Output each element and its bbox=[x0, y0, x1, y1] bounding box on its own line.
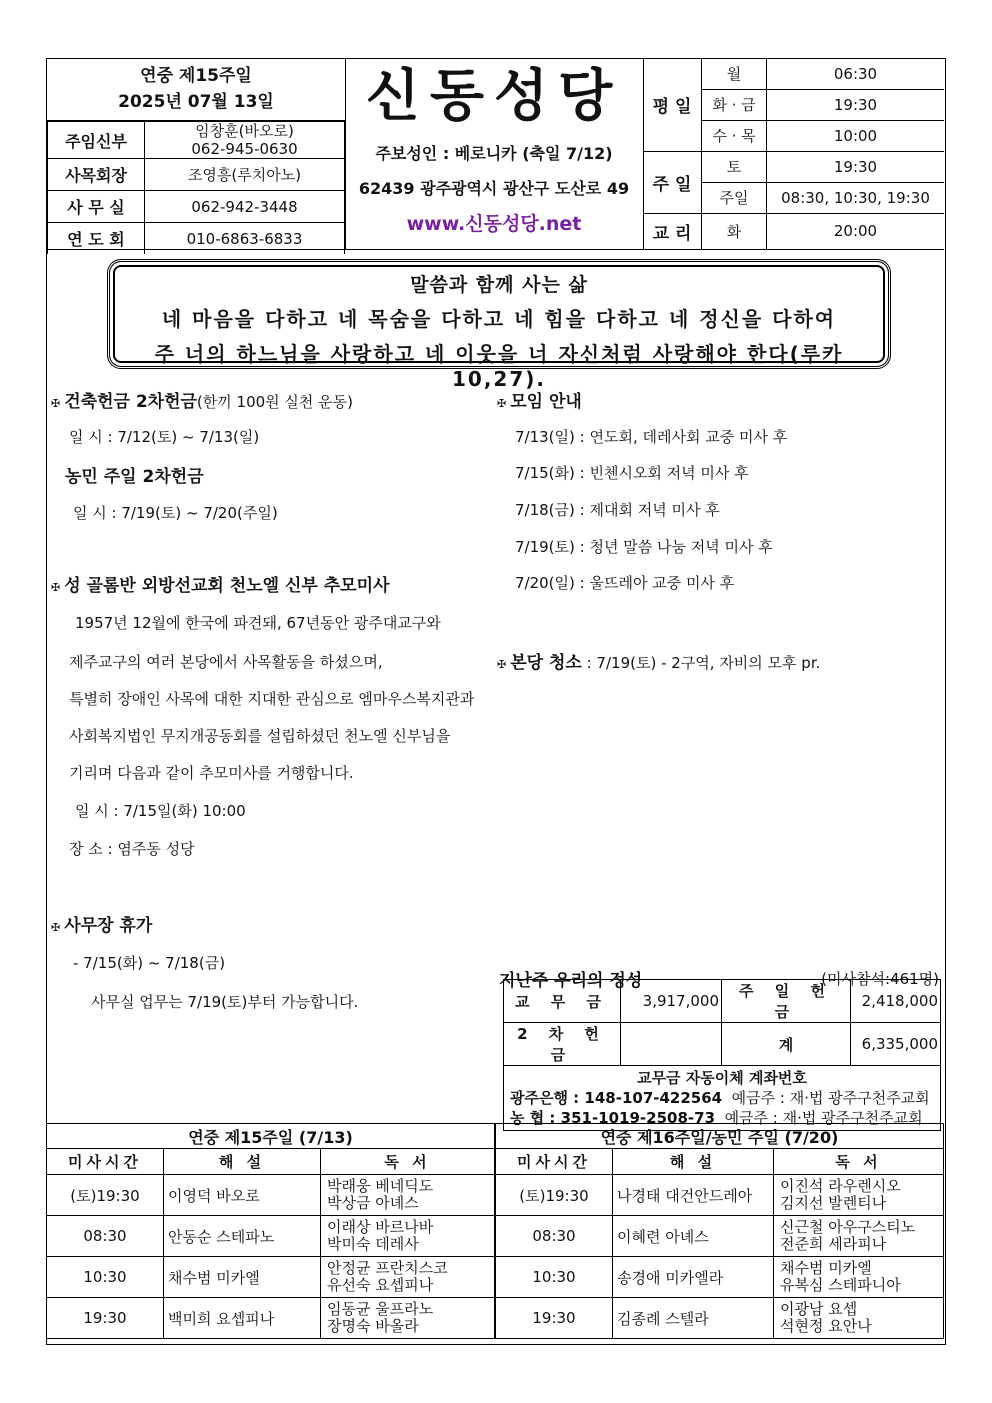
banner-line: 주 너의 하느님을 사랑하고 네 이웃을 너 자신처럼 사랑해야 한다(루카 10,27). bbox=[154, 342, 844, 391]
memorial-title: 성 골롬반 외방선교회 천노엘 신부 추모미사 bbox=[64, 576, 390, 596]
account-holder: 예금주 : 재·법 광주구천주교회 bbox=[731, 1089, 930, 1107]
mass-time: 19:30 bbox=[496, 1298, 613, 1339]
offering-label: 2 차 헌 금 bbox=[504, 1023, 621, 1066]
cross-icon: ✠ bbox=[497, 397, 507, 410]
cross-icon: ✠ bbox=[51, 581, 61, 594]
schedule-day: 주일 bbox=[702, 182, 767, 213]
mass-time: 19:30 bbox=[47, 1298, 164, 1339]
col-header: 독 서 bbox=[774, 1149, 944, 1175]
memorial-text: 기리며 다음과 같이 추모미사를 거행합니다. bbox=[69, 764, 354, 782]
schedule-time: 20:00 bbox=[767, 213, 945, 249]
farmer-fund-date: 일 시 : 7/19(토) ~ 7/20(주일) bbox=[73, 504, 278, 522]
patron-saint: 주보성인 : 베로니카 (축일 7/12) bbox=[375, 144, 613, 163]
memorial-place: 장 소 : 염주동 성당 bbox=[69, 840, 195, 858]
offering-value: 3,917,000 bbox=[621, 980, 722, 1023]
memorial-text: 사회복지법인 무지개공동회를 설립하셨던 천노엘 신부님을 bbox=[69, 727, 451, 745]
table-row bbox=[47, 1175, 495, 1216]
header bbox=[47, 59, 944, 250]
banner-line: 네 마음을 다하고 네 목숨을 다하고 네 힘을 다하고 네 정신을 다하여 bbox=[161, 307, 837, 331]
staff-value: 010-6863-6833 bbox=[145, 223, 345, 255]
readers bbox=[774, 1298, 944, 1339]
readers bbox=[321, 1257, 495, 1298]
scripture-banner bbox=[107, 259, 891, 391]
staff-value bbox=[145, 122, 345, 159]
readers-caption: 연중 제15주일 (7/13) bbox=[47, 1124, 495, 1149]
offering-label: 교 무 금 bbox=[504, 980, 621, 1023]
meeting-item: 7/19(토) : 청년 말씀 나눔 저녁 미사 후 bbox=[515, 538, 773, 556]
staff-value: 조영흥(루치아노) bbox=[145, 159, 345, 191]
staff-label: 사목회장 bbox=[48, 159, 145, 191]
cleaning-title: 본당 청소 bbox=[510, 653, 582, 673]
building-fund-date: 일 시 : 7/12(토) ~ 7/13(일) bbox=[69, 428, 260, 446]
staff-value: 062-942-3448 bbox=[145, 191, 345, 223]
mass-schedule bbox=[643, 59, 944, 249]
offering-title: 지난주 우리의 정성 bbox=[499, 971, 643, 991]
header-center bbox=[345, 59, 644, 249]
offering-label: 주 일 헌 금 bbox=[722, 980, 851, 1023]
reader-name: 임동균 울프라노 bbox=[327, 1300, 434, 1318]
bulletin-date: 2025년 07월 13일 bbox=[118, 92, 274, 112]
meeting-item: 7/13(일) : 연도회, 데레사회 교중 미사 후 bbox=[515, 428, 788, 446]
commentator: 채수범 미카엘 bbox=[164, 1257, 321, 1298]
readers bbox=[321, 1298, 495, 1339]
mass-schedule-table bbox=[643, 59, 944, 249]
col-header: 미사시간 bbox=[496, 1149, 613, 1175]
commentator: 백미희 요셉피나 bbox=[164, 1298, 321, 1339]
farmer-fund-title: 농민 주일 2차헌금 bbox=[65, 467, 204, 487]
reader-name: 석현정 요안나 bbox=[780, 1317, 872, 1335]
table-row bbox=[496, 1216, 944, 1257]
col-header: 해 설 bbox=[164, 1149, 321, 1175]
cleaning-notice bbox=[497, 648, 820, 673]
church-name: 신동성당 bbox=[365, 64, 623, 129]
staff-label: 주임신부 bbox=[48, 122, 145, 159]
header-left bbox=[47, 59, 346, 249]
reader-name: 신근철 아우구스티노 bbox=[780, 1218, 916, 1236]
mass-time: 10:30 bbox=[47, 1257, 164, 1298]
readers-table-next-week bbox=[495, 1123, 944, 1339]
table-row bbox=[496, 1175, 944, 1216]
offering-value: 6,335,000 bbox=[851, 1023, 941, 1066]
meetings-heading bbox=[497, 387, 582, 412]
col-header: 미사시간 bbox=[47, 1149, 164, 1175]
readers bbox=[774, 1257, 944, 1298]
account-bank: 농 협 : 351-1019-2508-73 bbox=[510, 1109, 716, 1127]
reader-name: 유복심 스테파니아 bbox=[780, 1276, 901, 1294]
reader-name: 박미숙 데레사 bbox=[327, 1235, 419, 1253]
mass-time: 08:30 bbox=[496, 1216, 613, 1257]
week-info bbox=[47, 59, 345, 121]
meetings-title: 모임 안내 bbox=[510, 392, 582, 412]
account-info bbox=[504, 1066, 941, 1131]
reader-name: 박래웅 베네딕도 bbox=[327, 1177, 434, 1195]
week-title: 연중 제15주일 bbox=[140, 66, 252, 86]
table-row bbox=[496, 1298, 944, 1339]
staff-table bbox=[47, 121, 345, 254]
reader-name: 장명숙 바올라 bbox=[327, 1317, 419, 1335]
pastor-phone: 062-945-0630 bbox=[191, 140, 298, 158]
vacation-title: 사무장 휴가 bbox=[64, 916, 153, 936]
account-row bbox=[510, 1088, 934, 1108]
memorial-text: 특별히 장애인 사목에 대한 지대한 관심으로 엠마우스복지관과 bbox=[69, 690, 475, 708]
account-title: 교무금 자동이체 계좌번호 bbox=[637, 1069, 807, 1087]
cleaning-text: : 7/19(토) - 2구역, 자비의 모후 pr. bbox=[586, 654, 821, 672]
commentator: 송경애 미카엘라 bbox=[613, 1257, 774, 1298]
readers-table-this-week bbox=[46, 1123, 495, 1339]
mass-time: (토)19:30 bbox=[496, 1175, 613, 1216]
sunday-label: 주 일 bbox=[643, 151, 702, 213]
bulletin-page bbox=[46, 58, 946, 1345]
table-row bbox=[47, 1257, 495, 1298]
schedule-time: 08:30, 10:30, 19:30 bbox=[767, 182, 945, 213]
readers-caption: 연중 제16주일/농민 주일 (7/20) bbox=[496, 1124, 944, 1149]
schedule-day: 수 · 목 bbox=[702, 120, 767, 151]
mass-time: (토)19:30 bbox=[47, 1175, 164, 1216]
memorial-date: 일 시 : 7/15일(화) 10:00 bbox=[75, 802, 246, 820]
schedule-day: 토 bbox=[702, 151, 767, 182]
readers bbox=[774, 1216, 944, 1257]
meeting-item: 7/20(일) : 울뜨레아 교중 미사 후 bbox=[515, 574, 735, 592]
mass-time: 08:30 bbox=[47, 1216, 164, 1257]
schedule-time: 19:30 bbox=[767, 151, 945, 182]
memorial-text: 제주교구의 여러 본당에서 사목활동을 하셨으며, bbox=[69, 653, 383, 671]
vacation-note: 사무실 업무는 7/19(토)부터 가능합니다. bbox=[91, 993, 359, 1011]
cross-icon: ✠ bbox=[497, 658, 507, 671]
cross-icon: ✠ bbox=[51, 397, 61, 410]
catechism-label: 교 리 bbox=[643, 213, 702, 249]
meeting-item: 7/18(금) : 제대회 저녁 미사 후 bbox=[515, 501, 720, 519]
pastor-name: 임창훈(바오로) bbox=[195, 122, 294, 140]
reader-name: 유선숙 요셉피나 bbox=[327, 1276, 434, 1294]
memorial-text: 1957년 12월에 한국에 파견돼, 67년동안 광주대교구와 bbox=[75, 614, 441, 632]
col-header: 해 설 bbox=[613, 1149, 774, 1175]
schedule-time: 06:30 bbox=[767, 59, 945, 89]
commentator: 이영덕 바오로 bbox=[164, 1175, 321, 1216]
commentator: 김종례 스텔라 bbox=[613, 1298, 774, 1339]
weekday-label: 평 일 bbox=[643, 59, 702, 151]
commentator: 이혜련 아녜스 bbox=[613, 1216, 774, 1257]
building-fund-title: 건축헌금 2차헌금 bbox=[64, 392, 197, 412]
offering-table bbox=[503, 979, 941, 1131]
schedule-day: 화 bbox=[702, 213, 767, 249]
commentator: 나경태 대건안드레아 bbox=[613, 1175, 774, 1216]
vacation-heading bbox=[51, 911, 152, 936]
offering-value: 2,418,000 bbox=[851, 980, 941, 1023]
col-header: 독 서 bbox=[321, 1149, 495, 1175]
reader-name: 전준희 세라피나 bbox=[780, 1235, 887, 1253]
account-bank: 광주은행 : 148-107-422564 bbox=[510, 1089, 723, 1107]
schedule-time: 10:00 bbox=[767, 120, 945, 151]
banner-title: 말씀과 함께 사는 삶 bbox=[410, 274, 588, 296]
offering-value bbox=[621, 1023, 722, 1066]
schedule-time: 19:30 bbox=[767, 89, 945, 120]
staff-label: 사 무 실 bbox=[48, 191, 145, 223]
staff-label: 연 도 회 bbox=[48, 223, 145, 255]
vacation-dates: - 7/15(화) ~ 7/18(금) bbox=[73, 954, 226, 972]
commentator: 안동순 스테파노 bbox=[164, 1216, 321, 1257]
offering-label: 계 bbox=[722, 1023, 851, 1066]
readers bbox=[774, 1175, 944, 1216]
reader-name: 이래상 바르나바 bbox=[327, 1218, 434, 1236]
cross-icon: ✠ bbox=[51, 921, 61, 934]
reader-name: 이진석 라우렌시오 bbox=[780, 1177, 901, 1195]
attendance-count: (미사참석:461명) bbox=[821, 970, 939, 988]
building-fund-heading bbox=[51, 387, 353, 412]
mass-time: 10:30 bbox=[496, 1257, 613, 1298]
reader-name: 채수범 미카엘 bbox=[780, 1259, 872, 1277]
reader-name: 이광남 요셉 bbox=[780, 1300, 858, 1318]
schedule-day: 월 bbox=[702, 59, 767, 89]
memorial-heading bbox=[51, 571, 389, 596]
website-link[interactable]: www.신동성당.net bbox=[406, 213, 582, 235]
reader-name: 박상금 아녜스 bbox=[327, 1194, 419, 1212]
meeting-item: 7/15(화) : 빈첸시오회 저녁 미사 후 bbox=[515, 464, 749, 482]
reader-name: 안정균 프란치스코 bbox=[327, 1259, 448, 1277]
reader-name: 김지선 발렌티나 bbox=[780, 1194, 887, 1212]
schedule-day: 화 · 금 bbox=[702, 89, 767, 120]
building-fund-note: (한끼 100원 실천 운동) bbox=[196, 393, 353, 411]
church-address: 62439 광주광역시 광산구 도산로 49 bbox=[358, 179, 630, 198]
table-row bbox=[47, 1216, 495, 1257]
account-holder: 예금주 : 재·법 광주구천주교회 bbox=[724, 1109, 923, 1127]
readers bbox=[321, 1175, 495, 1216]
table-row bbox=[496, 1257, 944, 1298]
readers bbox=[321, 1216, 495, 1257]
table-row bbox=[47, 1298, 495, 1339]
